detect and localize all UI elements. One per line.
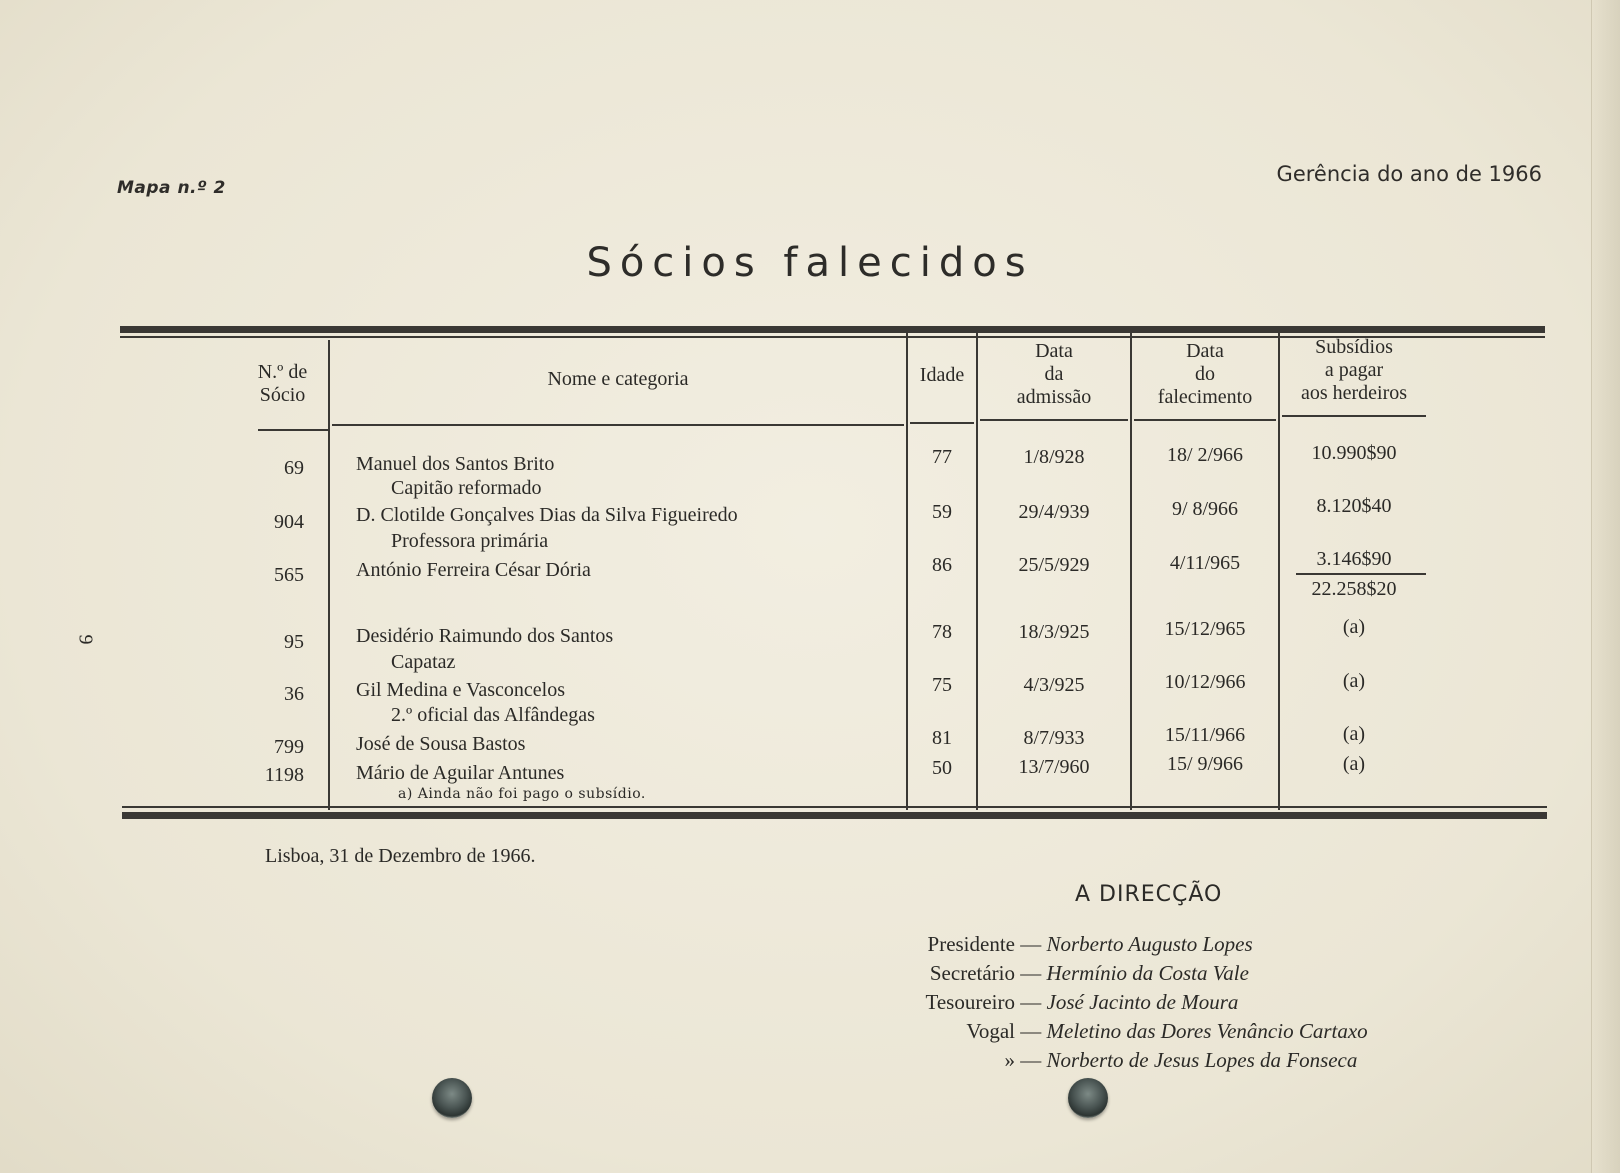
header-underline	[980, 419, 1128, 421]
header-socio	[240, 361, 325, 407]
row-nome: José de Sousa Bastos	[356, 733, 526, 755]
signatory-role: Presidente	[927, 932, 1015, 956]
signatory: Vogal — Meletino das Dores Venâncio Cartaxo	[880, 1019, 1368, 1044]
row-idade: 78	[932, 621, 952, 643]
row-nome: Gil Medina e Vasconcelos	[356, 679, 566, 701]
header-underline	[1282, 415, 1426, 417]
row-falecimento: 10/12/966	[1164, 671, 1246, 693]
row-idade: 81	[932, 727, 952, 749]
signatory-role: Vogal	[966, 1019, 1015, 1043]
row-idade: 77	[932, 446, 952, 468]
row-subsidio: (a)	[1342, 670, 1366, 692]
table-footnote: a) Ainda não foi pago o subsídio.	[398, 786, 646, 802]
signatory: Secretário — Hermínio da Costa Vale	[880, 961, 1249, 986]
row-subsidio: (a)	[1342, 753, 1366, 775]
header-nome: Nome e categoria	[547, 368, 689, 390]
header-admissao	[978, 340, 1130, 409]
place-date: Lisboa, 31 de Dezembro de 1966.	[265, 845, 536, 867]
header-subsidios	[1280, 336, 1428, 405]
row-categoria: 2.º oficial das Alfândegas	[391, 704, 595, 726]
header-falecimento-line: falecimento	[1157, 386, 1253, 408]
row-socio: 799	[274, 736, 304, 758]
header-idade: Idade	[919, 364, 965, 386]
row-categoria: Professora primária	[391, 530, 549, 552]
signatory-role: »	[1004, 1048, 1015, 1072]
header-underline	[332, 424, 904, 426]
direccao-heading: A DIRECÇÃO	[1075, 882, 1223, 907]
header-admissao-line: Data	[1035, 340, 1073, 362]
header-falecimento-line: Data	[1186, 340, 1224, 362]
row-falecimento: 9/ 8/966	[1171, 498, 1239, 520]
row-socio: 69	[284, 457, 304, 479]
page-edge	[1591, 0, 1620, 1173]
header-subsidios-line: Subsídios	[1315, 336, 1393, 358]
row-socio: 36	[284, 683, 304, 705]
row-categoria: Capataz	[391, 651, 456, 673]
bottom-rule-thin	[122, 806, 1547, 808]
row-nome: Mário de Aguilar Antunes	[356, 762, 565, 784]
header-falecimento	[1132, 340, 1278, 409]
row-falecimento: 15/12/965	[1164, 618, 1246, 640]
header-underline	[910, 422, 974, 424]
row-socio: 904	[274, 511, 304, 533]
row-socio: 1198	[264, 764, 304, 786]
fiscal-year-label: Gerência do ano de 1966	[1276, 162, 1542, 186]
header-subsidios-line: aos herdeiros	[1300, 382, 1408, 404]
row-admissao: 13/7/960	[1018, 756, 1090, 778]
signatory-name: Hermínio da Costa Vale	[1046, 961, 1249, 985]
row-falecimento: 4/11/965	[1169, 552, 1241, 574]
map-label: Mapa n.º 2	[117, 178, 226, 198]
row-nome: D. Clotilde Gonçalves Dias da Silva Figueiredo	[356, 504, 738, 526]
header-admissao-line: admissão	[1016, 386, 1092, 408]
signatory: Tesoureiro — José Jacinto de Moura	[880, 990, 1238, 1015]
row-subsidio: 8.120$40	[1316, 495, 1392, 517]
row-subsidio: 10.990$90	[1311, 442, 1397, 464]
header-subsidios-line: a pagar	[1324, 359, 1384, 381]
page-number: 9	[74, 634, 97, 645]
row-admissao: 18/3/925	[1018, 621, 1090, 643]
header-socio-line: Sócio	[259, 384, 306, 406]
row-categoria: Capitão reformado	[391, 477, 542, 499]
row-idade: 59	[932, 501, 952, 523]
header-falecimento-line: do	[1195, 363, 1215, 385]
total-rule	[1296, 573, 1426, 575]
signatory: » — Norberto de Jesus Lopes da Fonseca	[880, 1048, 1357, 1073]
subsidio-total: 22.258$20	[1311, 578, 1397, 600]
header-admissao-line: da	[1044, 363, 1064, 385]
page-title: Sócios falecidos	[586, 240, 1034, 286]
signatory-name: José Jacinto de Moura	[1046, 990, 1239, 1014]
row-falecimento: 18/ 2/966	[1166, 444, 1244, 466]
row-admissao: 1/8/928	[1023, 446, 1085, 468]
row-admissao: 4/3/925	[1023, 674, 1085, 696]
col-divider	[328, 340, 330, 810]
row-subsidio: 3.146$90	[1316, 548, 1392, 570]
signatory-role: Tesoureiro	[925, 990, 1015, 1014]
row-admissao: 29/4/939	[1018, 501, 1090, 523]
row-socio: 95	[284, 631, 304, 653]
row-socio: 565	[274, 564, 304, 586]
header-underline	[258, 429, 328, 431]
bottom-rule	[122, 812, 1547, 819]
row-admissao: 25/5/929	[1018, 554, 1090, 576]
row-nome: Desidério Raimundo dos Santos	[356, 625, 614, 647]
row-admissao: 8/7/933	[1023, 727, 1085, 749]
row-idade: 86	[932, 554, 952, 576]
signatory-name: Meletino das Dores Venâncio Cartaxo	[1046, 1019, 1368, 1043]
signatory-name: Norberto de Jesus Lopes da Fonseca	[1046, 1048, 1358, 1072]
header-underline	[1134, 419, 1276, 421]
header-socio-line: N.º de	[257, 361, 308, 383]
row-falecimento: 15/ 9/966	[1166, 753, 1244, 775]
signatory: Presidente — Norberto Augusto Lopes	[880, 932, 1253, 957]
row-falecimento: 15/11/966	[1164, 724, 1246, 746]
row-subsidio: (a)	[1342, 723, 1366, 745]
row-idade: 50	[932, 757, 952, 779]
row-subsidio: (a)	[1342, 616, 1366, 638]
signatory-name: Norberto Augusto Lopes	[1046, 932, 1253, 956]
row-nome: António Ferreira César Dória	[356, 559, 591, 581]
top-rule	[120, 326, 1545, 333]
row-nome: Manuel dos Santos Brito	[356, 453, 555, 475]
binder-hole	[1068, 1078, 1108, 1118]
row-idade: 75	[932, 674, 952, 696]
signatory-role: Secretário	[929, 961, 1015, 985]
binder-hole	[432, 1078, 472, 1118]
